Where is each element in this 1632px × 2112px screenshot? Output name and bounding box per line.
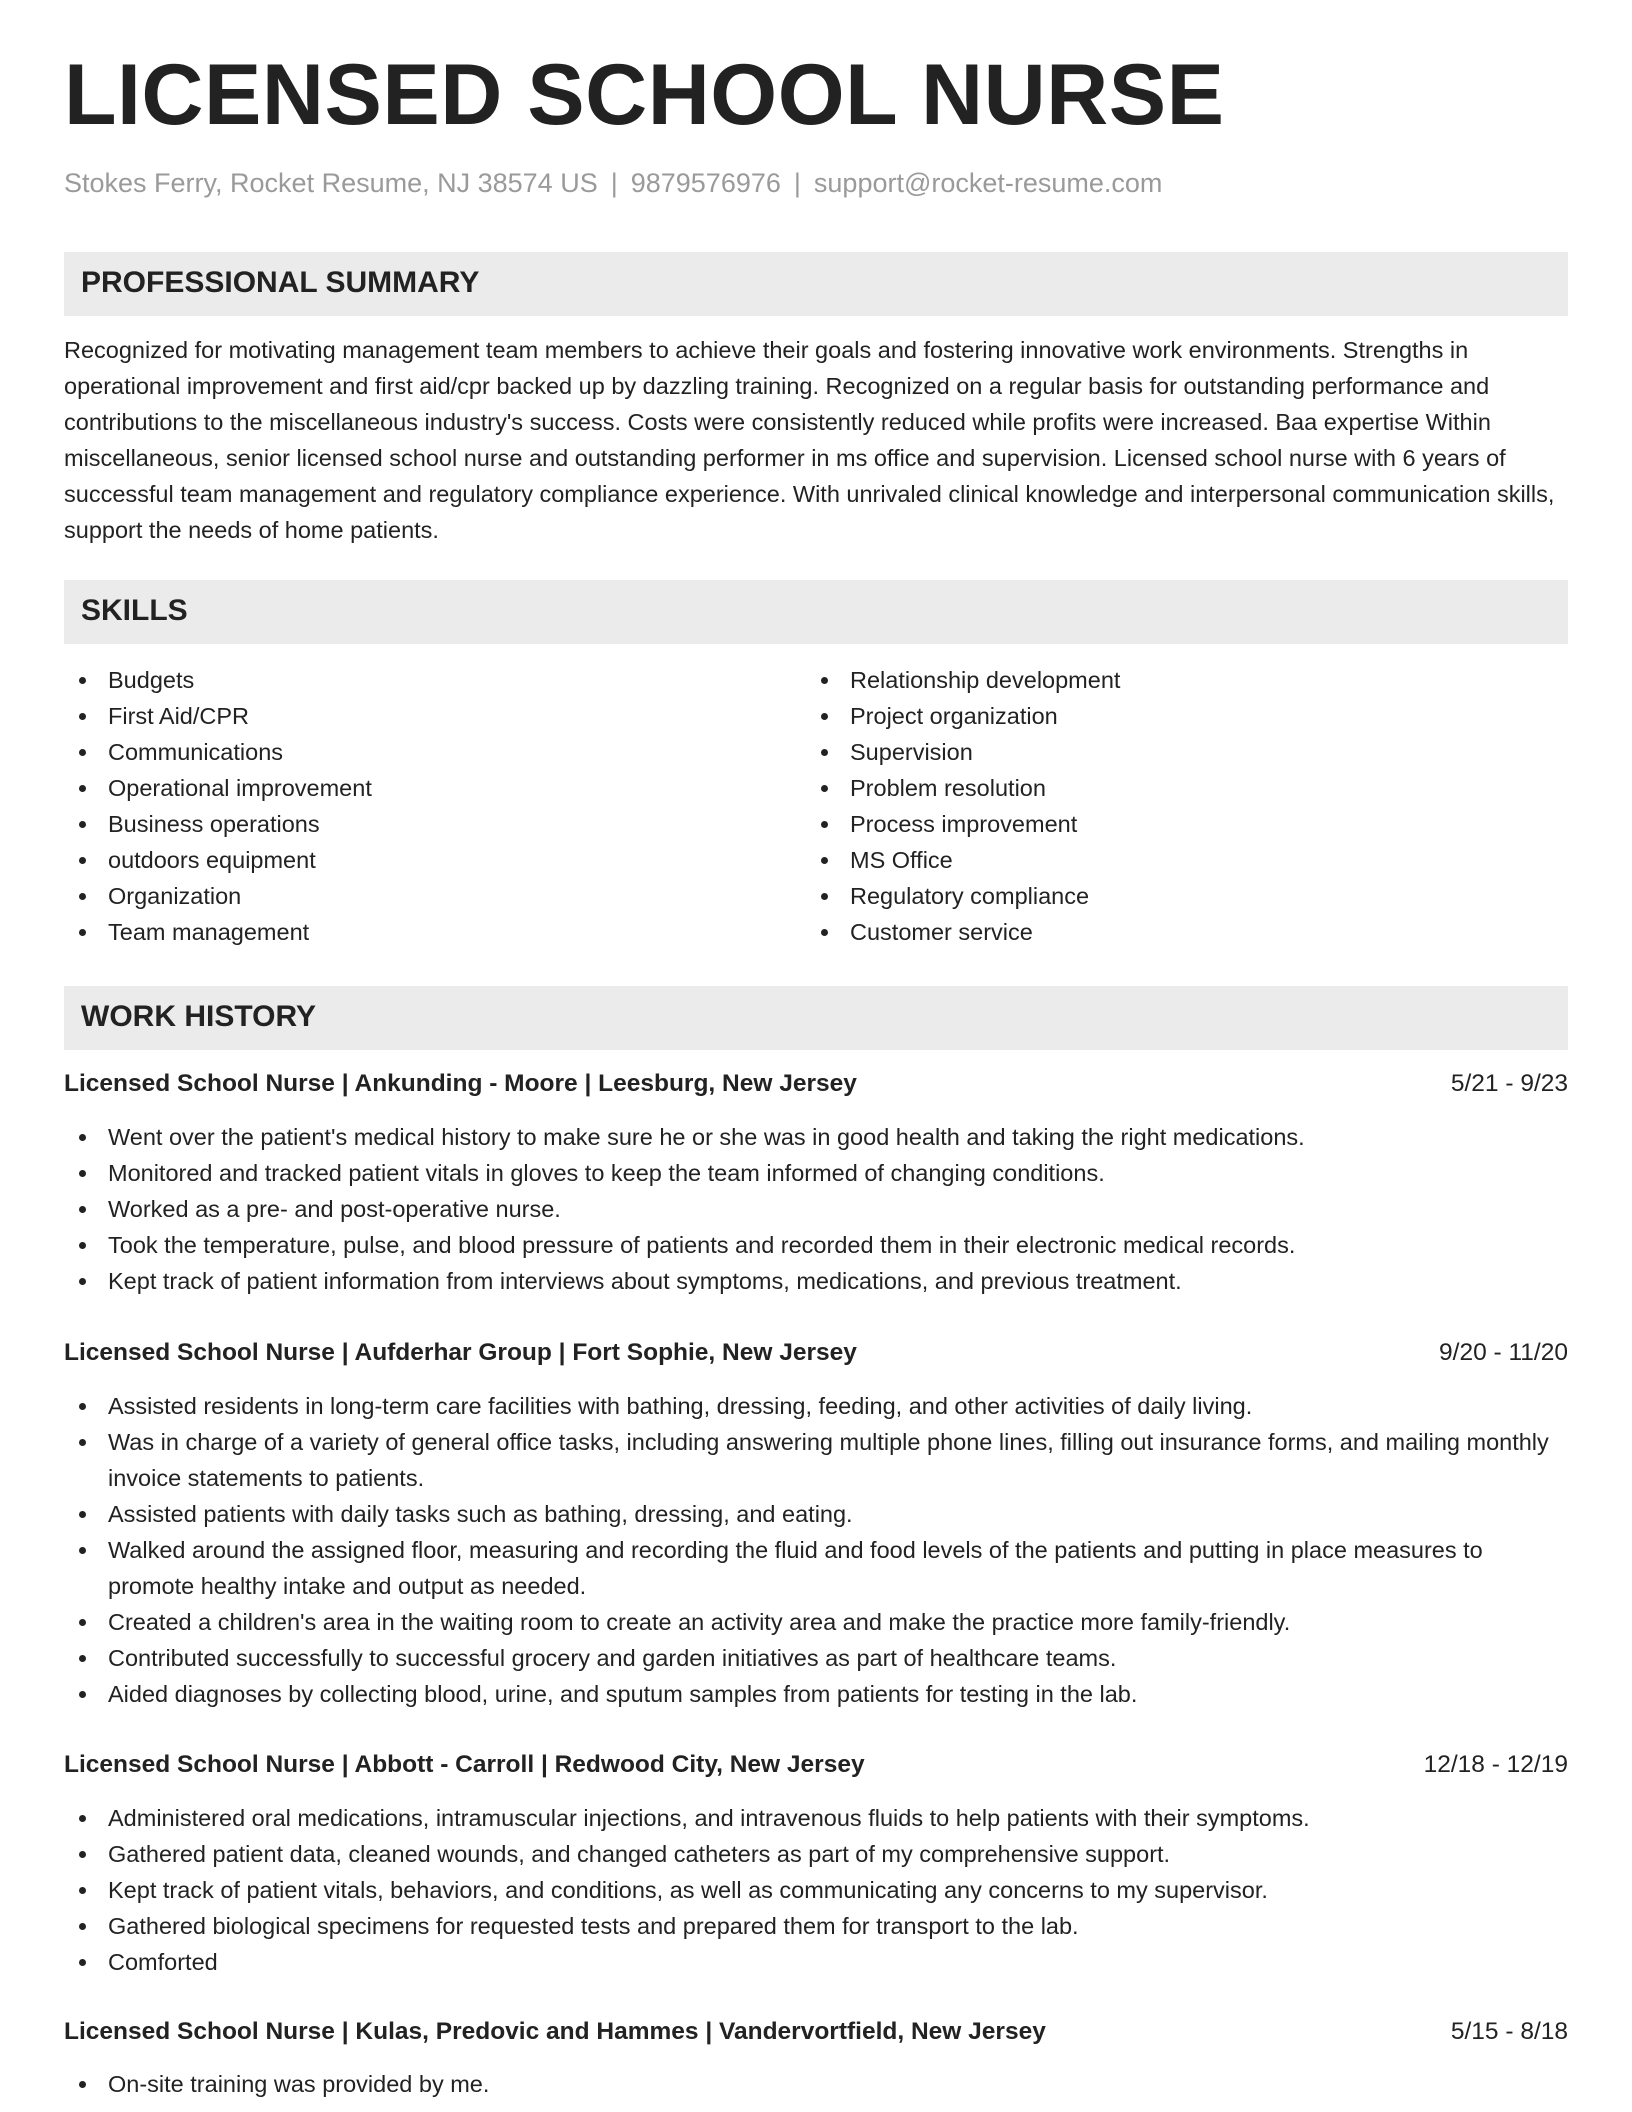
job-bullets [64,1388,1568,1712]
skill-item: Problem resolution [806,770,1546,806]
job-dates: 5/15 - 8/18 [1450,2018,1568,2045]
job-bullet: Contributed successfully to successful grocery and garden initiatives as part of healthcare teams. [64,1640,1568,1676]
skill-item: First Aid/CPR [64,698,804,734]
job-bullet: Kept track of patient vitals, behaviors, and conditions, as well as communicating any concerns to my supervisor. [64,1872,1568,1908]
skills-section-header [64,580,1568,644]
skill-item: Budgets [64,662,804,698]
job-bullet: Took the temperature, pulse, and blood pressure of patients and recorded them in their electronic medical records. [64,1227,1568,1263]
contact-phone: 9879576976 [630,168,781,198]
job-bullet: Worked as a pre- and post-operative nurse. [64,1191,1568,1227]
contact-separator: | [610,168,618,198]
job-bullet: Went over the patient's medical history to make sure he or she was in good health and taking the right medications. [64,1119,1568,1155]
job-bullet: Gathered patient data, cleaned wounds, and changed catheters as part of my comprehensive support. [64,1836,1568,1872]
job-bullet: Aided diagnoses by collecting blood, urine, and sputum samples from patients for testing in the lab. [64,1676,1568,1712]
job-title: Licensed School Nurse | Ankunding - Moore | Leesburg, New Jersey [64,1070,857,1097]
summary-section-header [64,252,1568,316]
job-bullet: Monitored and tracked patient vitals in gloves to keep the team informed of changing conditions. [64,1155,1568,1191]
work-section-header [64,986,1568,1050]
summary-heading: PROFESSIONAL SUMMARY [81,266,480,299]
job-bullets [64,1800,1568,1980]
contact-separator: | [793,168,801,198]
skills-list-right [806,662,1546,950]
job-bullet: Assisted patients with daily tasks such as bathing, dressing, and eating. [64,1496,1568,1532]
skill-item: Operational improvement [64,770,804,806]
job-dates: 5/21 - 9/23 [1450,1070,1568,1097]
job-bullet: Assisted residents in long-term care facilities with bathing, dressing, feeding, and other activities of daily living. [64,1388,1568,1424]
job-bullet: Was in charge of a variety of general office tasks, including answering multiple phone lines, filling out insurance forms, and mailing monthly invoice statements to patients. [64,1424,1568,1496]
skill-item: Customer service [806,914,1546,950]
job-bullet: Administered oral medications, intramuscular injections, and intravenous fluids to help patients with their symptoms. [64,1800,1568,1836]
job-dates: 9/20 - 11/20 [1439,1339,1568,1366]
skill-item: MS Office [806,842,1546,878]
resume-name: LICENSED SCHOOL NURSE [64,47,1225,143]
job-bullet: Kept track of patient information from interviews about symptoms, medications, and previous treatment. [64,1263,1568,1299]
contact-address: Stokes Ferry, Rocket Resume, NJ 38574 US [64,168,598,198]
job-bullet: Gathered biological specimens for requested tests and prepared them for transport to the lab. [64,1908,1568,1944]
job-title: Licensed School Nurse | Abbott - Carroll | Redwood City, New Jersey [64,1751,865,1778]
job-title: Licensed School Nurse | Kulas, Predovic and Hammes | Vandervortfield, New Jersey [64,2018,1046,2045]
job-bullet: Created a children's area in the waiting room to create an activity area and make the practice more family-friendly. [64,1604,1568,1640]
skill-item: Team management [64,914,804,950]
skill-item: Project organization [806,698,1546,734]
job-bullet: On-site training was provided by me. [64,2066,1568,2102]
job-bullet: Comforted [64,1944,1568,1980]
skills-list-left [64,662,804,950]
summary-text: Recognized for motivating management team members to achieve their goals and fostering innovative work environments. Strengths in operational improvement and first aid/cpr backed up by dazzling training. Recognized on a regular basis for outstanding performance and contributions to the miscellaneous industry's success. Costs were consistently reduced while profits were increased. Baa expertise Within miscellaneous, senior licensed school nurse and outstanding performer in ms office and supervision. Licensed school nurse with 6 years of successful team management and regulatory compliance experience. With unrivaled clinical knowledge and interpersonal communication skills, support the needs of home patients. [64,337,1555,543]
skill-item: Communications [64,734,804,770]
skills-heading: SKILLS [81,594,188,627]
skill-item: Organization [64,878,804,914]
contact-email: support@rocket-resume.com [813,168,1163,198]
skill-item: Supervision [806,734,1546,770]
job-bullets [64,1119,1568,1299]
skill-item: Regulatory compliance [806,878,1546,914]
job-dates: 12/18 - 12/19 [1423,1751,1568,1778]
job-bullets [64,2066,1568,2102]
job-title: Licensed School Nurse | Aufderhar Group | Fort Sophie, New Jersey [64,1339,857,1366]
work-heading: WORK HISTORY [81,1000,317,1033]
skill-item: Relationship development [806,662,1546,698]
skill-item: Process improvement [806,806,1546,842]
contact-line [64,168,1162,199]
skill-item: outdoors equipment [64,842,804,878]
job-bullet: Walked around the assigned floor, measuring and recording the fluid and food levels of the patients and putting in place measures to promote healthy intake and output as needed. [64,1532,1568,1604]
skill-item: Business operations [64,806,804,842]
